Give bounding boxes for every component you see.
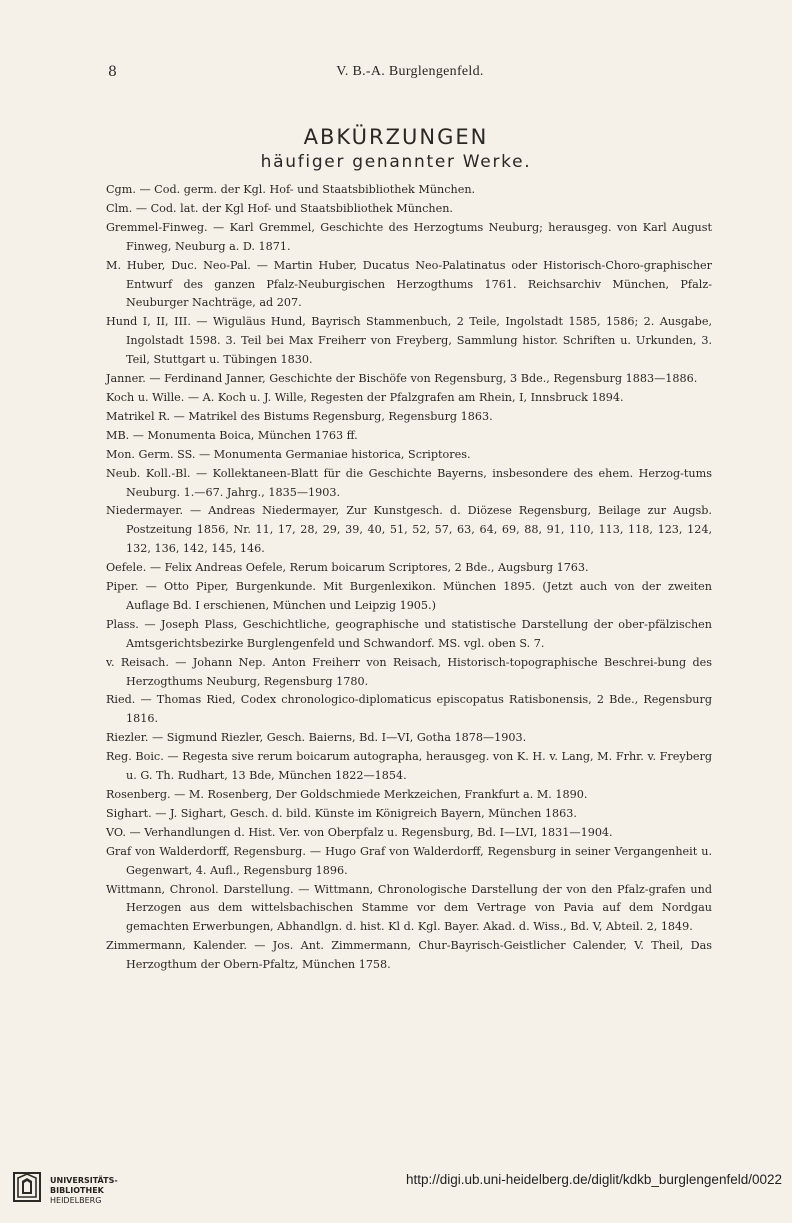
abbreviation-entry: Neub. Koll.-Bl. — Kollektaneen-Blatt für die Geschichte Bayerns, insbesondere des ehem. Herzog-tums Neuburg. 1.—67. Jahrg., 1835—1903. xyxy=(106,466,712,499)
abbreviation-entry: Clm. — Cod. lat. der Kgl Hof- und Staatsbibliothek München. xyxy=(106,201,453,215)
sub-title: häufiger genannter Werke. xyxy=(260,152,532,172)
library-line-2: BIBLIOTHEK xyxy=(50,1186,104,1195)
abbreviation-entry: Graf von Walderdorff, Regensburg. — Hugo Graf von Walderdorff, Regensburg in seiner Vergangenheit u. Gegenwart, 4. Aufl., Regensburg 1896. xyxy=(106,844,712,877)
library-line-1: UNIVERSITÄTS- xyxy=(50,1176,118,1185)
abbreviation-entry: Rosenberg. — M. Rosenberg, Der Goldschmiede Merkzeichen, Frankfurt a. M. 1890. xyxy=(106,788,588,801)
university-library-logo-icon xyxy=(10,1170,44,1204)
abbreviation-entry: Janner. — Ferdinand Janner, Geschichte der Bischöfe von Regensburg, 3 Bde., Regensburg 1883—1886. xyxy=(106,372,698,386)
abbreviation-entry: MB. — Monumenta Boica, München 1763 ff. xyxy=(106,428,358,442)
abbreviation-entry: Mon. Germ. SS. — Monumenta Germaniae historica, Scriptores. xyxy=(106,447,471,461)
library-imprint xyxy=(10,1170,180,1210)
abbreviation-entry: Piper. — Otto Piper, Burgenkunde. Mit Burgenlexikon. München 1895. (Jetzt auch von der zweiten Auflage Bd. I erschienen, München und Leipzig 1905.) xyxy=(106,580,712,612)
abbreviation-entry: v. Reisach. — Johann Nep. Anton Freiherr von Reisach, Historisch-topographische Beschrei-bung des Herzogthums Neuburg, Regensburg 1780. xyxy=(106,655,712,688)
abbreviation-entry: Zimmermann, Kalender. — Jos. Ant. Zimmermann, Chur-Bayrisch-Geistlicher Calender, V. Theil, Das Herzogthum der Obern-Pfaltz, München 1758. xyxy=(106,939,712,972)
running-title: V. B.-A. Burglengenfeld. xyxy=(336,64,484,79)
abbreviation-entry: Riezler. — Sigmund Riezler, Gesch. Baierns, Bd. I—VI, Gotha 1878—1903. xyxy=(106,731,527,745)
abbreviation-list xyxy=(106,181,712,975)
abbreviation-entry: Cgm. — Cod. germ. der Kgl. Hof- und Staatsbibliothek München. xyxy=(106,183,476,196)
abbreviation-entry: Gremmel-Finweg. — Karl Gremmel, Geschichte des Herzogtums Neuburg; herausgeg. von Karl August Finweg, Neuburg a. D. 1871. xyxy=(106,220,712,253)
title-block xyxy=(0,124,792,172)
abbreviation-entry: Sighart. — J. Sighart, Gesch. d. bild. Künste im Königreich Bayern, München 1863. xyxy=(106,806,577,820)
abbreviation-entry: Hund I, II, III. — Wiguläus Hund, Bayrisch Stammenbuch, 2 Teile, Ingolstadt 1585, 1586; 2. Ausgabe, Ingolstadt 1598. 3. Teil bei Max Freiherr von Freyberg, Sammlung histor. Schriften u. Urkunden, 3. Teil, Stuttgart u. Tübingen 1830. xyxy=(106,315,712,367)
library-name xyxy=(50,1176,170,1206)
abbreviation-entry: Oefele. — Felix Andreas Oefele, Rerum boicarum Scriptores, 2 Bde., Augsburg 1763. xyxy=(106,561,589,575)
abbreviation-entry: VO. — Verhandlungen d. Hist. Ver. von Oberpfalz u. Regensburg, Bd. I—LVI, 1831—1904. xyxy=(106,825,613,839)
main-title: ABKÜRZUNGEN xyxy=(303,125,489,149)
abbreviation-entry: Plass. — Joseph Plass, Geschichtliche, geographische und statistische Darstellung der ober-pfälzischen Amtsgerichtsbezirke Burglengenfeld und Schwandorf. MS. vgl. oben S. 7. xyxy=(106,617,712,650)
abbreviation-entry: Matrikel R. — Matrikel des Bistums Regensburg, Regensburg 1863. xyxy=(106,409,493,423)
abbreviation-entry: Ried. — Thomas Ried, Codex chronologico-diplomaticus episcopatus Ratisbonensis, 2 Bde., Regensburg 1816. xyxy=(106,693,712,726)
abbreviation-entry: Koch u. Wille. — A. Koch u. J. Wille, Regesten der Pfalzgrafen am Rhein, I, Innsbruck 1894. xyxy=(106,390,624,404)
abbreviation-entry: Wittmann, Chronol. Darstellung. — Wittmann, Chronologische Darstellung der von den Pfalz-grafen und Herzogen aus dem wittelsbachischen Stamme vor dem Vertrage von Pavia auf dem Nordgau gemachten Erwerbungen, Abhandlgn. d. hist. Kl d. Kgl. Bayer. Akad. d. Wiss., Bd. V, Abteil. 2, 1849. xyxy=(106,882,712,934)
abbreviation-entry: Reg. Boic. — Regesta sive rerum boicarum autographa, herausgeg. von K. H. v. Lang, M. Frhr. v. Freyberg u. G. Th. Rudhart, 13 Bde, München 1822—1854. xyxy=(106,750,712,783)
abbreviation-entry: M. Huber, Duc. Neo-Pal. — Martin Huber, Ducatus Neo-Palatinatus oder Historisch-Choro-graphischer Entwurf des ganzen Pfalz-Neuburgischen Herzogthums 1761. Reichsarchiv München, Pfalz-Neuburger Nachträge, ad 207. xyxy=(106,258,712,310)
page-number: 8 xyxy=(108,64,118,80)
abbreviation-entry: Niedermayer. — Andreas Niedermayer, Zur Kunstgesch. d. Diözese Regensburg, Beilage zur Augsb. Postzeitung 1856, Nr. 11, 17, 28, 29, 39, 40, 51, 52, 57, 63, 64, 69, 88, 91, 110, 113, 118, 123, 124, 132, 136, 142, 145, 146. xyxy=(106,504,712,556)
library-line-3: HEIDELBERG xyxy=(50,1196,102,1205)
source-url: http://digi.ub.uni-heidelberg.de/diglit/kdkb_burglengenfeld/0022 xyxy=(405,1172,782,1187)
